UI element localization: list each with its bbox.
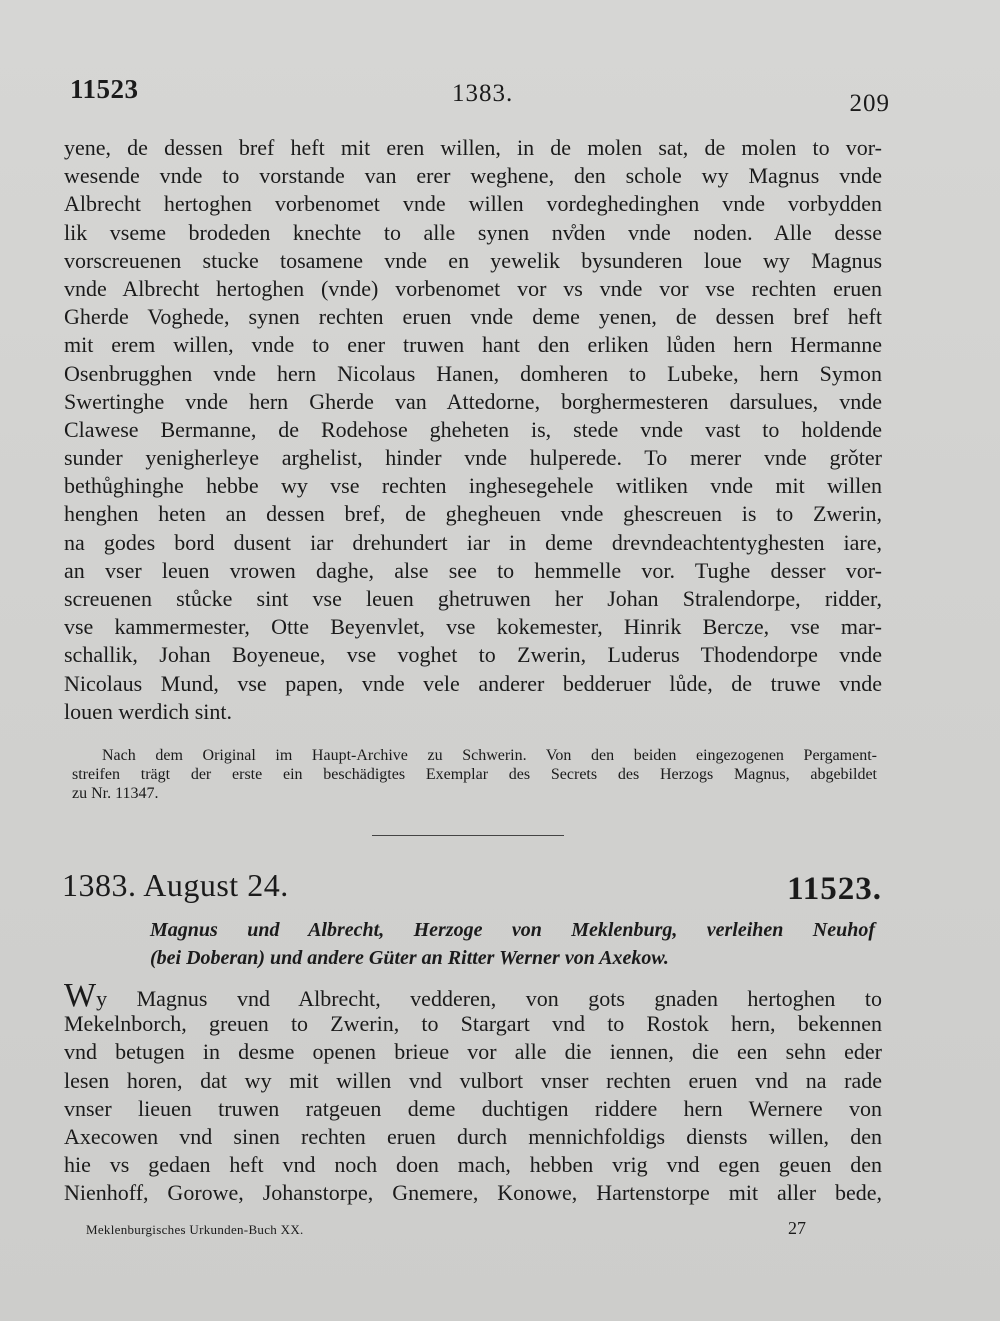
text-line: vse kammermester, Otte Beyenvlet, vse kokemester, Hinrik Bercze, vse mar-: [64, 614, 882, 640]
text-line: screuenen stůcke sint vse leuen ghetruwen her Johan Stralendorpe, ridder,: [64, 586, 882, 611]
page-number: 209: [849, 90, 890, 117]
text-line: an vser leuen vrowen daghe, alse see to hemmelle vor. Tughe desser vor-: [64, 557, 882, 583]
note-line: zu Nr. 11347.: [72, 785, 159, 802]
text-line: Osenbrugghen vnde hern Nicolaus Hanen, domheren to Lubeke, hern Symon: [64, 360, 882, 386]
regest-line: Magnus und Albrecht, Herzoge von Meklenburg, verleihen Neuhof: [150, 919, 875, 941]
document-number: 11523.: [787, 871, 882, 907]
text-line: Nienhoff, Gorowe, Johanstorpe, Gnemere, Konowe, Hartenstorpe mit aller bede,: [64, 1180, 882, 1206]
note-line: Nach dem Original im Haupt-Archive zu Schwerin. Von den beiden eingezogenen Pergament-: [102, 747, 877, 764]
text-line: Mekelnborch, greuen to Zwerin, to Stargart vnd to Rostok hern, bekennen: [64, 1011, 882, 1037]
text-line: Axecowen vnd sinen rechten eruen durch mennichfoldigs diensts willen, den: [64, 1123, 882, 1149]
running-header: [70, 70, 890, 120]
header-document-number: 11523: [70, 74, 139, 104]
text-line: Nicolaus Mund, vse papen, vnde vele anderer bedderuer lůde, de truwe vnde: [64, 670, 882, 696]
page-footer: [86, 1218, 806, 1242]
text-line: Swertinghe vnde hern Gherde van Attedorne, borghermesteren darsulues, vnde: [64, 388, 882, 414]
text-line: vnde Albrecht hertoghen (vnde) vorbenomet vor vs vnde vor vse rechten eruen: [64, 275, 882, 301]
note-line: streifen trägt der erste ein beschädigtes Exemplar des Secrets des Herzogs Magnus, abgebildet: [72, 766, 877, 783]
text-line: yene, de dessen bref heft mit eren willen, in de molen sat, de molen to vor-: [64, 135, 882, 160]
section-divider: [372, 835, 564, 836]
text-line: wesende vnde to vorstande van erer weghene, den schole wy Magnus vnde: [64, 163, 882, 189]
first-line-text: y Magnus vnd Albrecht, vedderen, von gots gnaden hertoghen to: [96, 986, 882, 1011]
text-line: hie vs gedaen heft vnd noch doen mach, hebben vrig vnd egen geuen den: [64, 1152, 882, 1178]
text-line: vnd betugen in desme openen brieue vor alle die iennen, die een sehn eder: [64, 1039, 882, 1065]
text-line: Gherde Voghede, synen rechten eruen vnde deme yenen, de dessen bref heft: [64, 304, 882, 330]
source-note: [72, 746, 877, 803]
book-title: Meklenburgisches Urkunden-Buch XX.: [86, 1222, 304, 1237]
text-line: Albrecht hertoghen vorbenomet vnde willen vordeghedinghen vnde vorbydden: [64, 191, 882, 217]
text-line: lik vseme brodeden knechte to alle synen nv̊den vnde noden. Alle desse: [64, 219, 882, 245]
header-year: 1383.: [452, 80, 514, 107]
regest-line: (bei Doberan) und andere Güter an Ritter Werner von Axekow.: [150, 947, 669, 969]
text-line: mit erem willen, vnde to ener truwen hant den erliken lůden hern Hermanne: [64, 332, 882, 358]
text-line: vnser lieuen truwen ratgeuen deme duchtigen riddere hern Wernere von: [64, 1095, 882, 1121]
text-line: na godes bord dusent iar drehundert iar in deme drevndeachtentyghesten iare,: [64, 529, 882, 555]
text-line: bethůghinghe hebbe wy vse rechten inghesegehele witliken vnde mit willen: [64, 473, 882, 499]
document-date: 1383. August 24.: [62, 867, 289, 903]
text-line: lesen horen, dat wy mit willen vnd vulbort vnser rechten eruen vnd na rade: [64, 1067, 882, 1093]
signature-mark: 27: [788, 1218, 806, 1238]
continued-charter-text: [64, 134, 882, 726]
initial-letter: W: [64, 977, 97, 1014]
text-line: henghen heten an dessen bref, de ghegheuen vnde ghescreuen is to Zwerin,: [64, 501, 882, 527]
text-line: Clawese Bermanne, de Rodehose gheheten is, stede vnde vast to holdende: [64, 416, 882, 442]
text-line: vorscreuenen stucke tosamene vnde en yewelik bysunderen loue wy Magnus: [64, 247, 882, 273]
text-line: schallik, Johan Boyeneue, vse voghet to Zwerin, Luderus Thodendorpe vnde: [64, 642, 882, 668]
charter-text: [64, 977, 882, 1208]
text-line-first: [64, 977, 882, 1014]
text-line: louen werdich sint.: [64, 698, 233, 724]
text-line: sunder yenigherleye arghelist, hinder vnde hulperede. To merer vnde grǒter: [64, 445, 882, 471]
regest-summary: [150, 916, 875, 972]
document-heading: [62, 867, 882, 907]
